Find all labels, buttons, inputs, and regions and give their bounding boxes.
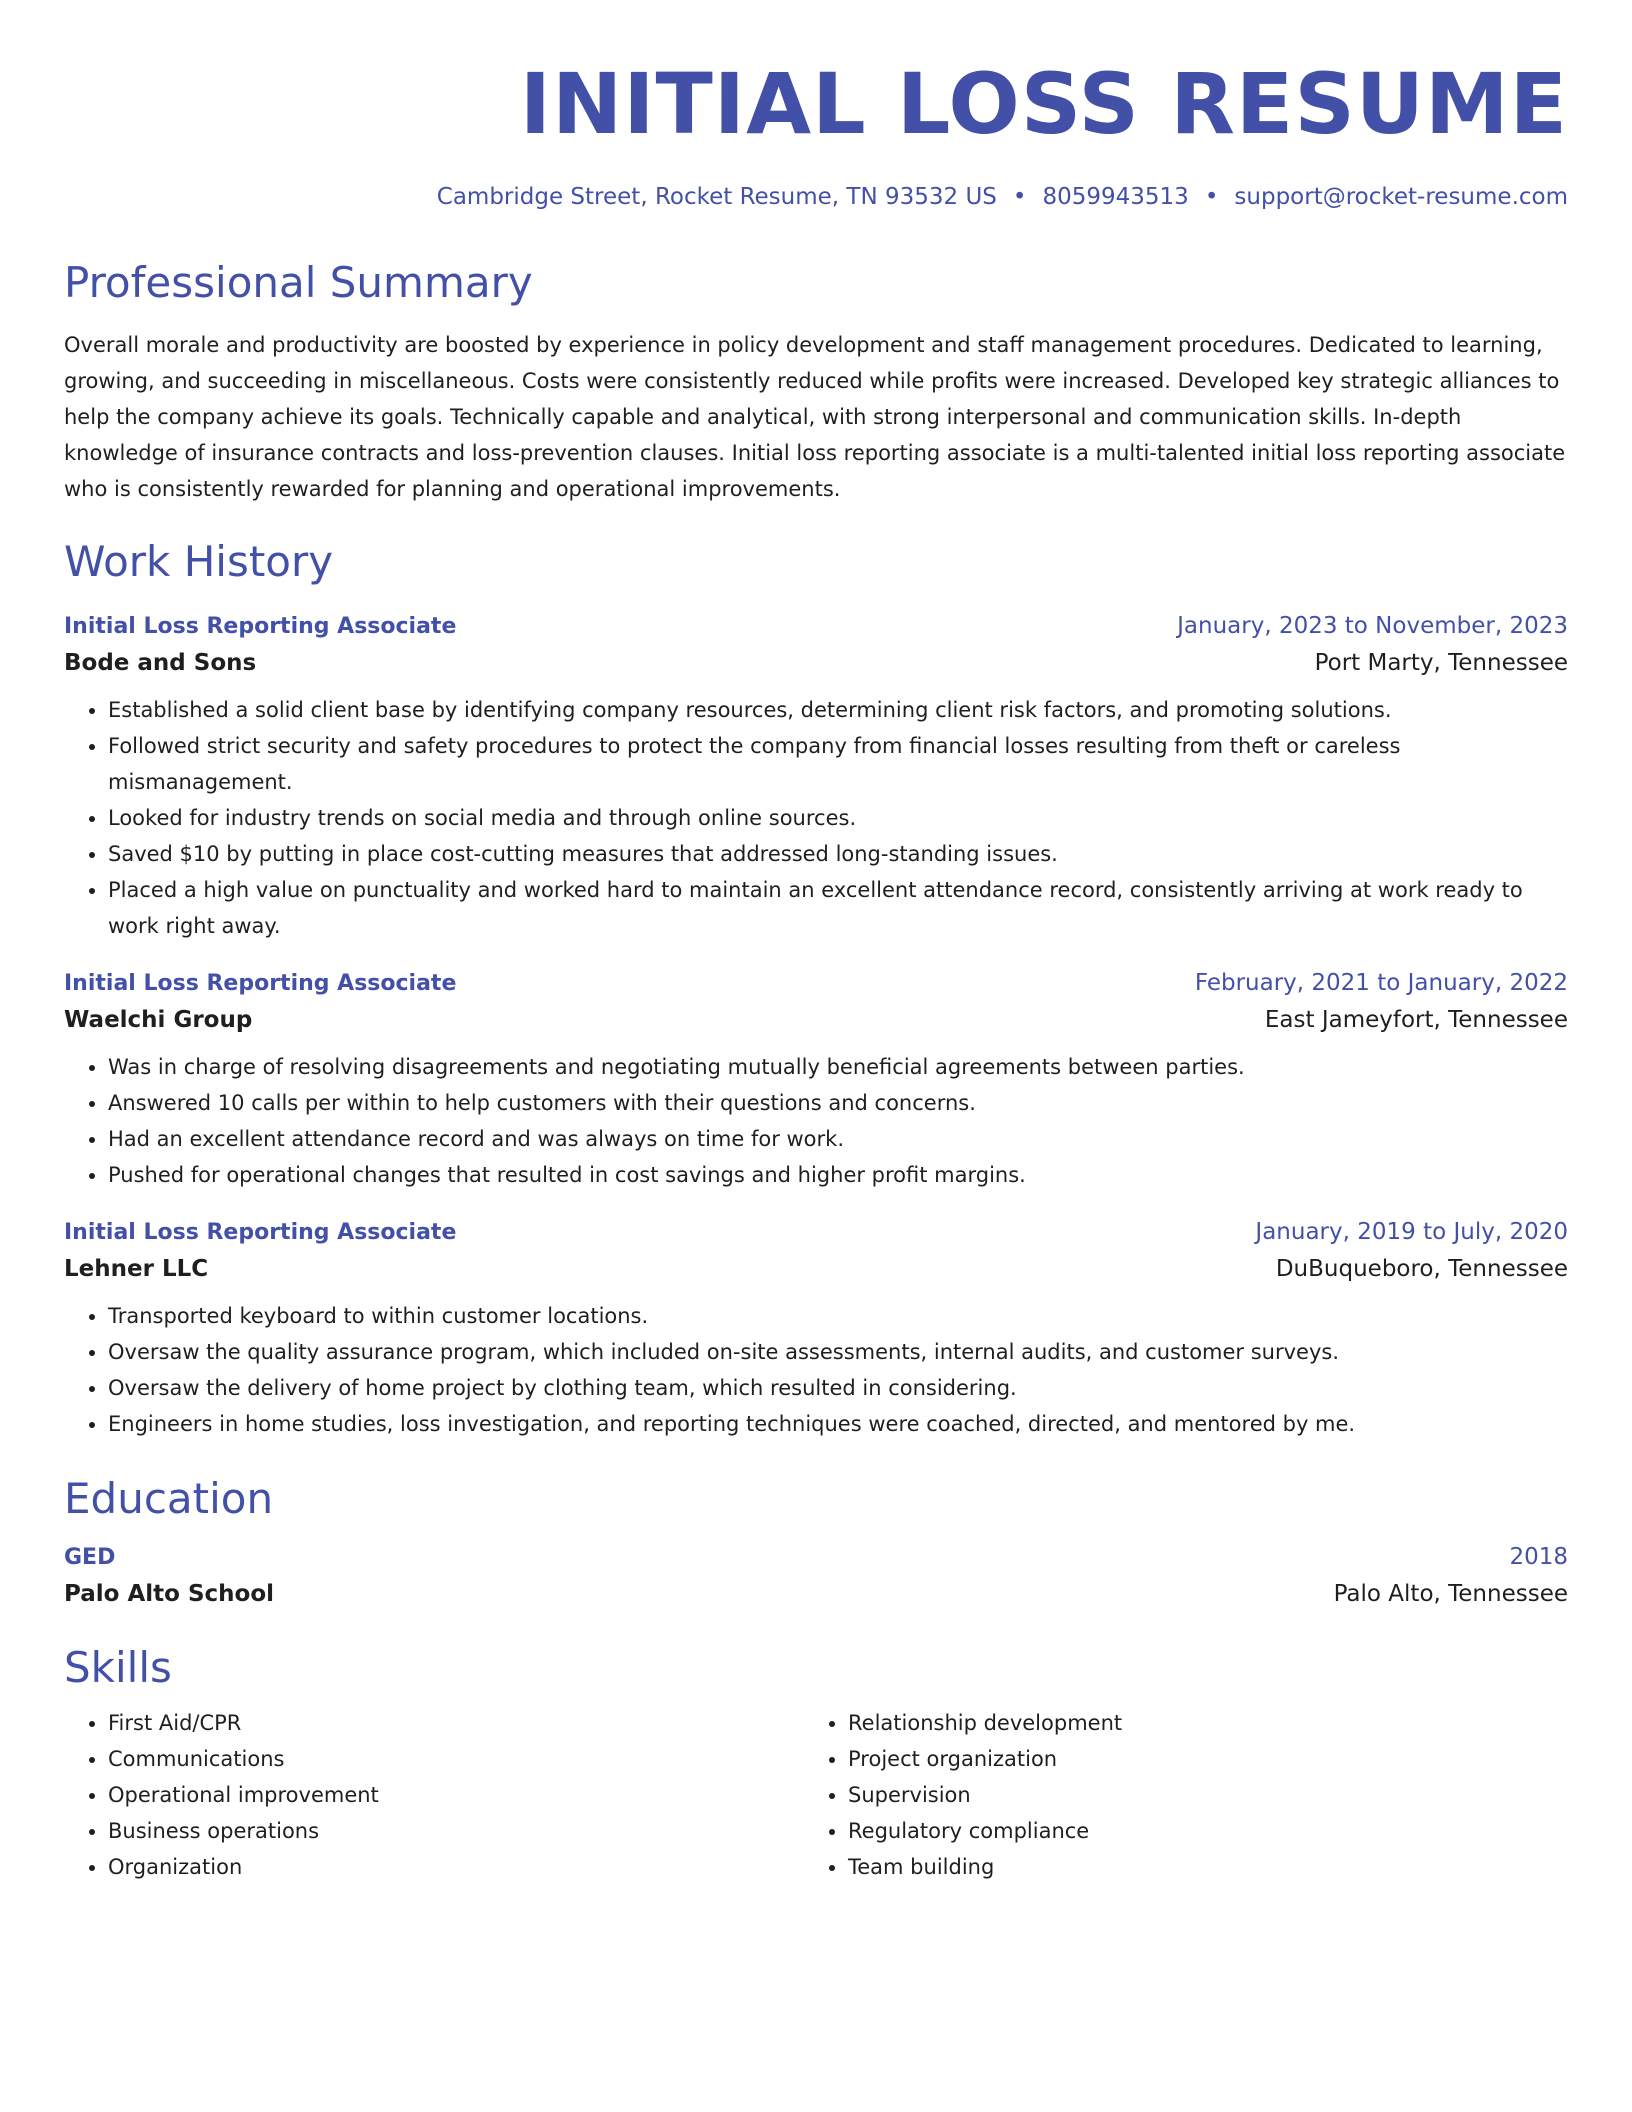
job-bullets bbox=[64, 1049, 1568, 1193]
education-heading: Education bbox=[64, 1473, 274, 1523]
job-company: Waelchi Group bbox=[64, 1006, 253, 1033]
skill-item: • Communications bbox=[108, 1741, 804, 1777]
skill-item: • Operational improvement bbox=[108, 1777, 804, 1813]
skill-item: • Relationship development bbox=[848, 1705, 1544, 1741]
job-dates: January, 2019 to July, 2020 bbox=[1255, 1218, 1568, 1245]
job-location: DuBuqueboro, Tennessee bbox=[1275, 1255, 1568, 1282]
job-entry bbox=[64, 970, 1568, 1193]
job-bullets bbox=[64, 692, 1568, 944]
job-bullet: • Had an excellent attendance record and was always on time for work. bbox=[108, 1121, 1568, 1157]
job-bullet: • Followed strict security and safety procedures to protect the company from financial losses resulting from theft or careless mismanagement. bbox=[108, 728, 1568, 800]
contact-separator: • bbox=[1012, 184, 1027, 211]
job-bullet: • Was in charge of resolving disagreements and negotiating mutually beneficial agreements between parties. bbox=[108, 1049, 1568, 1085]
education-year: 2018 bbox=[1509, 1543, 1568, 1570]
job-bullet: • Pushed for operational changes that resulted in cost savings and higher profit margins. bbox=[108, 1157, 1568, 1193]
skill-item: • Team building bbox=[848, 1849, 1544, 1885]
job-dates: January, 2023 to November, 2023 bbox=[1177, 612, 1568, 639]
contact-address: Cambridge Street, Rocket Resume, TN 93532 US bbox=[436, 184, 997, 211]
skills-column-left bbox=[64, 1705, 804, 1885]
job-dates: February, 2021 to January, 2022 bbox=[1194, 969, 1568, 996]
job-bullets bbox=[64, 1298, 1568, 1442]
job-entry bbox=[64, 1219, 1568, 1442]
job-company: Lehner LLC bbox=[64, 1255, 209, 1282]
job-title: Initial Loss Reporting Associate bbox=[64, 1219, 457, 1245]
job-title: Initial Loss Reporting Associate bbox=[64, 970, 457, 996]
job-location: Port Marty, Tennessee bbox=[1314, 649, 1568, 676]
job-company: Bode and Sons bbox=[64, 649, 257, 676]
contact-phone: 8059943513 bbox=[1042, 184, 1189, 211]
job-bullet: • Saved $10 by putting in place cost-cutting measures that addressed long-standing issues. bbox=[108, 836, 1568, 872]
job-title: Initial Loss Reporting Associate bbox=[64, 613, 457, 639]
skill-item: • Business operations bbox=[108, 1813, 804, 1849]
job-bullet: • Established a solid client base by identifying company resources, determining client risk factors, and promoting solutions. bbox=[108, 692, 1568, 728]
skill-item: • Project organization bbox=[848, 1741, 1544, 1777]
job-bullet: • Oversaw the delivery of home project by clothing team, which resulted in considering. bbox=[108, 1370, 1568, 1406]
job-bullet: • Looked for industry trends on social media and through online sources. bbox=[108, 800, 1568, 836]
resume-name: INITIAL LOSS RESUME bbox=[519, 55, 1568, 153]
education-degree: GED bbox=[64, 1544, 116, 1570]
contact-email: support@rocket-resume.com bbox=[1234, 184, 1568, 211]
skill-item: • Regulatory compliance bbox=[848, 1813, 1544, 1849]
summary-heading: Professional Summary bbox=[64, 258, 533, 308]
skill-item: • Organization bbox=[108, 1849, 804, 1885]
skills-list bbox=[64, 1705, 1568, 1885]
job-location: East Jameyfort, Tennessee bbox=[1264, 1006, 1568, 1033]
job-bullet: • Oversaw the quality assurance program, which included on-site assessments, internal audits, and customer surveys. bbox=[108, 1334, 1568, 1370]
summary-text: Overall morale and productivity are boosted by experience in policy development and staff management procedures. Dedicated to learning, growing, and succeeding in miscellaneous. Costs were consistently reduced while profits were increased. Developed key strategic alliances to help the company achieve its goals. Technically capable and analytical, with strong interpersonal and communication skills. In-depth knowledge of insurance contracts and loss-prevention clauses. Initial loss reporting associate is a multi-talented initial loss reporting associate who is consistently rewarded for planning and operational improvements. bbox=[64, 332, 1566, 501]
skill-item: • First Aid/CPR bbox=[108, 1705, 804, 1741]
skill-item: • Supervision bbox=[848, 1777, 1544, 1813]
job-bullet: • Answered 10 calls per within to help customers with their questions and concerns. bbox=[108, 1085, 1568, 1121]
job-bullet: • Transported keyboard to within customer locations. bbox=[108, 1298, 1568, 1334]
work-history-heading: Work History bbox=[64, 536, 334, 586]
contact-separator: • bbox=[1204, 184, 1219, 211]
skills-heading: Skills bbox=[64, 1642, 172, 1692]
contact-line bbox=[64, 184, 1568, 210]
job-entry bbox=[64, 613, 1568, 944]
job-bullet: • Placed a high value on punctuality and worked hard to maintain an excellent attendance record, consistently arriving at work ready to work right away. bbox=[108, 872, 1568, 944]
education-entry bbox=[64, 1544, 1568, 1607]
job-bullet: • Engineers in home studies, loss investigation, and reporting techniques were coached, directed, and mentored by me. bbox=[108, 1406, 1568, 1442]
skills-column-right bbox=[804, 1705, 1544, 1885]
education-location: Palo Alto, Tennessee bbox=[1333, 1580, 1568, 1607]
education-school: Palo Alto School bbox=[64, 1580, 274, 1607]
